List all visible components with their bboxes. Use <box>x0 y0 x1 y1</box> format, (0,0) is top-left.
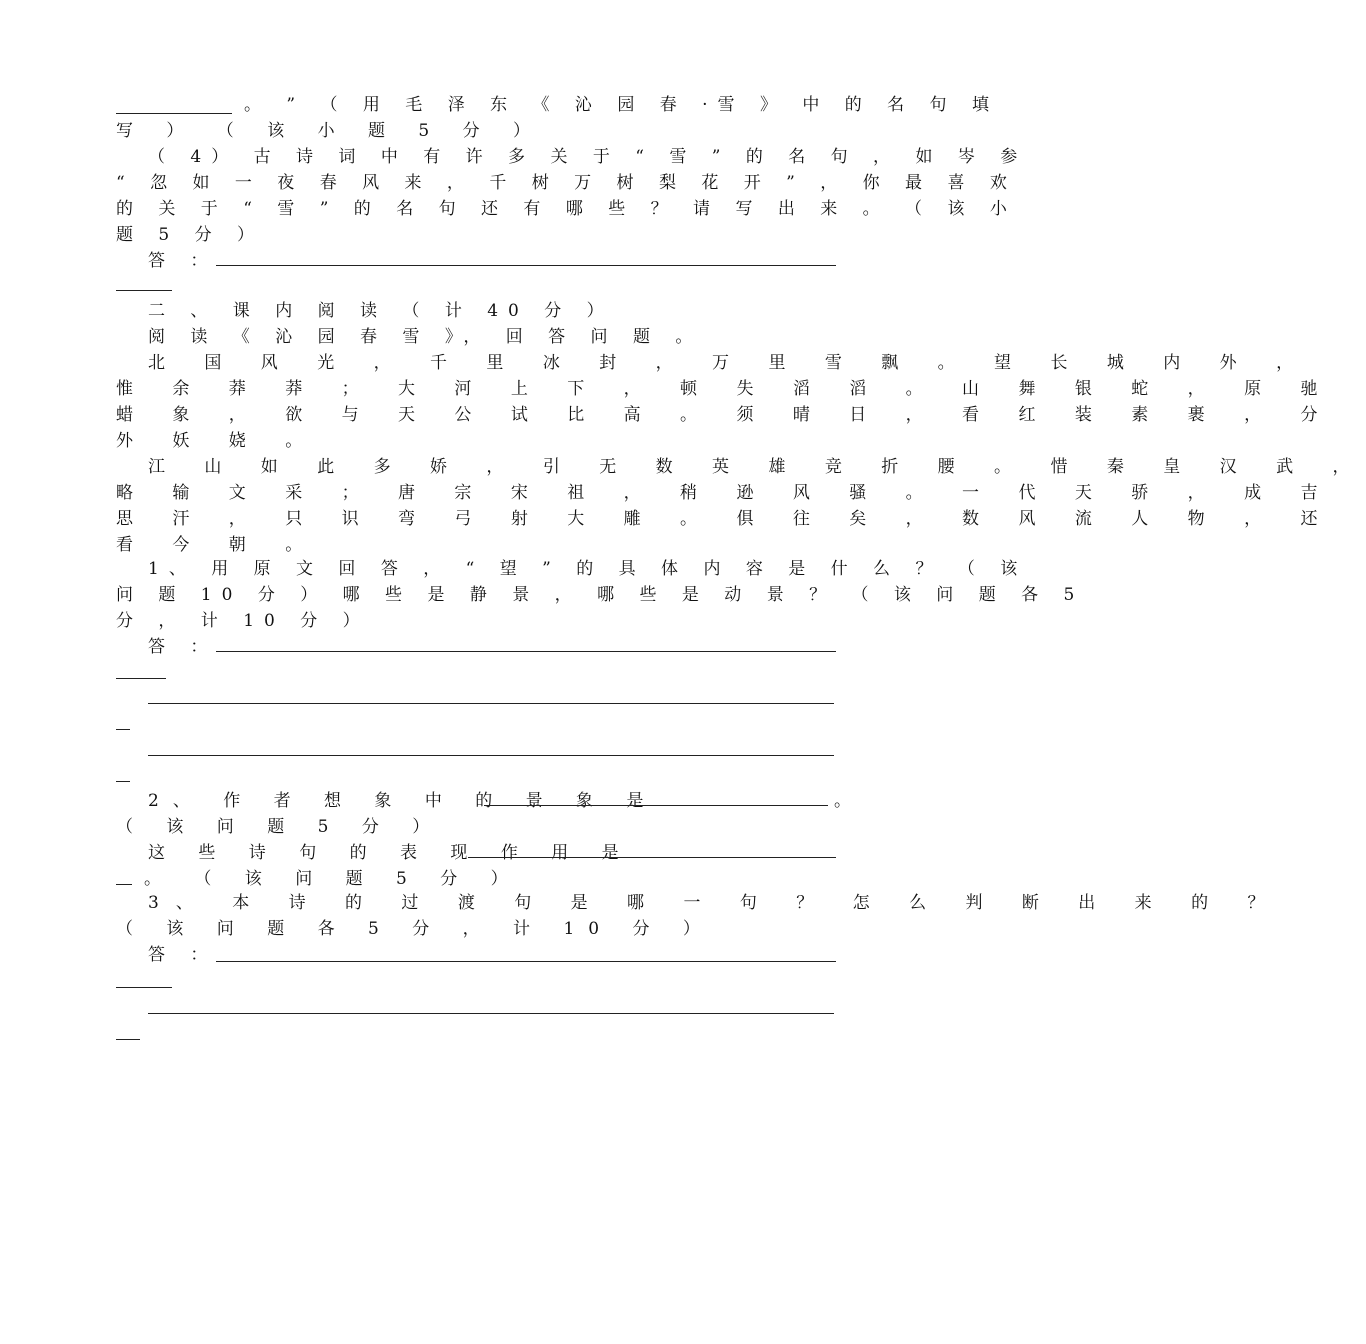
text-line: 阅 读 《 沁 园 春 雪 》， 回 答 问 题 。 <box>148 327 703 347</box>
text-line: “ 忽 如 一 夜 春 风 来 ， 千 树 万 树 梨 花 开 ” ， 你 最 喜 欢 <box>116 173 1017 193</box>
question-2b-cont: 。 （ 该 问 题 5 分 ） <box>144 869 522 889</box>
answer-line-cont[interactable] <box>116 1039 140 1040</box>
answer-line[interactable] <box>216 651 836 652</box>
text-line: 题 5 分 ） <box>116 225 265 245</box>
answer-label: 答 ： <box>148 637 218 657</box>
poem-line: 外 妖 娆 。 <box>116 431 320 451</box>
poem-line: 北 国 风 光 ， 千 里 冰 封 ， 万 里 雪 飘 。 望 长 城 内 外 ， <box>148 353 1311 373</box>
answer-line-cont[interactable] <box>116 729 130 730</box>
question-1: 1、 用 原 文 回 答 ， “ 望 ” 的 具 体 内 容 是 什 么 ？ （ 该 <box>148 559 1028 579</box>
question-3-cont: （ 该 问 题 各 5 分 ， 计 10 分 ） <box>116 919 714 939</box>
text-line: 的 关 于 “ 雪 ” 的 名 句 还 有 哪 些 ？ 请 写 出 来 。 （ 该 小 <box>116 199 1017 219</box>
question-1-cont: 分 ， 计 10 分 ） <box>116 611 370 631</box>
question-3: 3、 本 诗 的 过 渡 句 是 哪 一 句 ？ 怎 么 判 断 出 来 的 ？ <box>148 893 1282 913</box>
answer-line[interactable] <box>148 1013 834 1014</box>
question-2b: 这 些 诗 句 的 表 现 作 用 是 <box>148 843 633 863</box>
answer-label: 答 ： <box>148 251 218 271</box>
text-line: 写 ） （ 该 小 题 5 分 ） <box>116 121 545 141</box>
poem-line: 蜡 象 ， 欲 与 天 公 试 比 高 。 须 晴 日 ， 看 红 装 素 裹 ， 分 <box>116 405 1335 425</box>
answer-line-cont[interactable] <box>116 781 130 782</box>
poem-line: 江 山 如 此 多 娇 ， 引 无 数 英 雄 竞 折 腰 。 惜 秦 皇 汉 武 ， <box>148 457 1366 477</box>
answer-line[interactable] <box>148 755 834 756</box>
answer-line-cont[interactable] <box>116 678 166 679</box>
poem-line: 略 输 文 采 ； 唐 宗 宋 祖 ， 稍 逊 风 骚 。 一 代 天 骄 ， 成 吉 <box>116 483 1335 503</box>
text-line: 。 ” （ 用 毛 泽 东 《 沁 园 春 ·雪 》 中 的 名 句 填 <box>244 95 999 115</box>
answer-line[interactable] <box>148 703 834 704</box>
text-line: （ 4） 古 诗 词 中 有 许 多 关 于 “ 雪 ” 的 名 句 ， 如 岑 参 <box>148 147 1028 167</box>
poem-line: 惟 余 莽 莽 ； 大 河 上 下 ， 顿 失 滔 滔 。 山 舞 银 蛇 ， 原 驰 <box>116 379 1335 399</box>
question-2-cont: （ 该 问 题 5 分 ） <box>116 817 444 837</box>
answer-line[interactable] <box>216 265 836 266</box>
answer-line[interactable] <box>468 857 836 858</box>
answer-line-cont[interactable] <box>116 987 172 988</box>
answer-line-cont[interactable] <box>116 884 132 885</box>
answer-line[interactable] <box>484 805 828 806</box>
poem-line: 看 今 朝 。 <box>116 535 320 555</box>
section-heading: 二 、 课 内 阅 读 （ 计 40 分 ） <box>148 301 614 321</box>
question-2: 2、 作 者 想 象 中 的 景 象 是 <box>148 791 658 811</box>
blank-line[interactable] <box>116 113 232 114</box>
answer-label: 答 ： <box>148 945 218 965</box>
period: 。 <box>834 791 851 811</box>
question-1-cont: 问 题 10 分 ） 哪 些 是 静 景 ， 哪 些 是 动 景 ？ （ 该 问 题 各 5 <box>116 585 1085 605</box>
poem-line: 思 汗 ， 只 识 弯 弓 射 大 雕 。 俱 往 矣 ， 数 风 流 人 物 ， 还 <box>116 509 1335 529</box>
answer-line[interactable] <box>216 961 836 962</box>
answer-line-cont[interactable] <box>116 290 172 291</box>
